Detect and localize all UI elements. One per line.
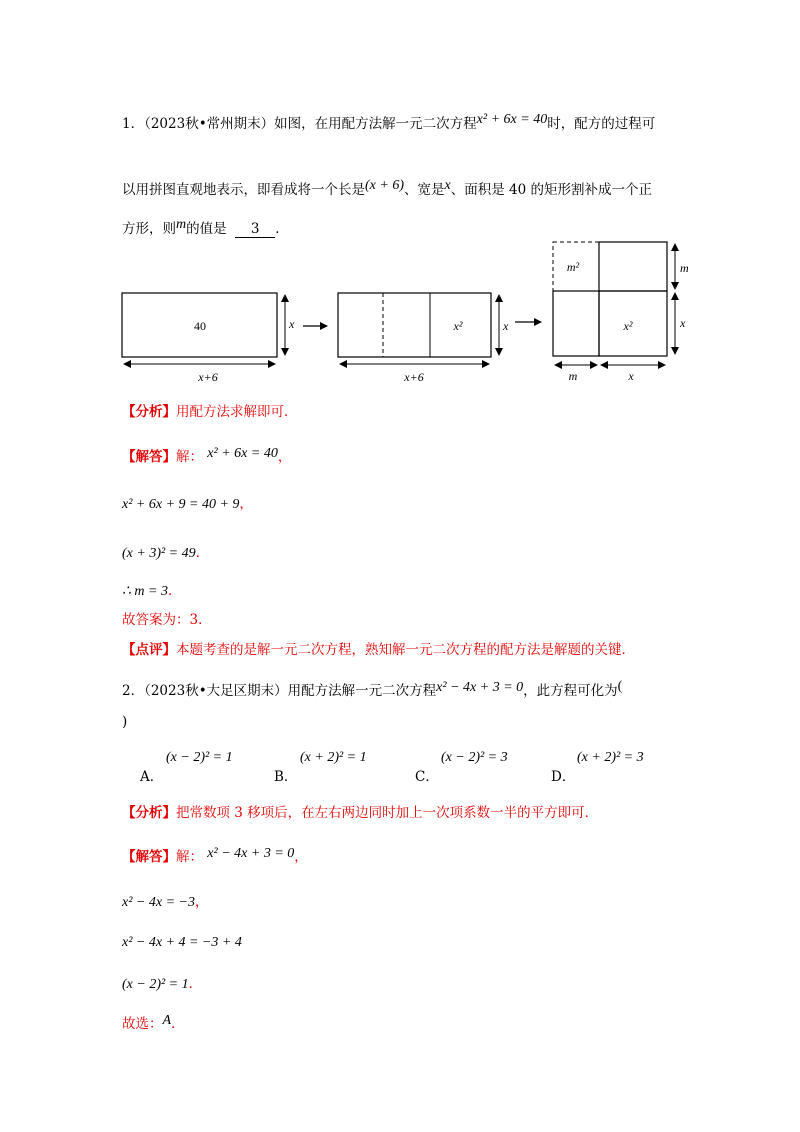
- q2-paren-open: (: [617, 679, 623, 694]
- q1-line2: [122, 178, 652, 199]
- q2-analysis-text: 把常数项 3 移项后，在左右两边同时加上一次项系数一半的平方即可．: [176, 805, 599, 821]
- q1-source: （2023秋•常州期末）: [144, 116, 275, 132]
- q2-analysis: [122, 801, 598, 821]
- fig3-x2-square: [599, 291, 667, 356]
- q1-line2-b: 、宽是: [404, 182, 445, 198]
- q2-option-a-label: A．: [140, 769, 164, 785]
- q1-solution-line: [122, 445, 291, 466]
- q1-step-4-line: [122, 579, 181, 600]
- q1-length-expr: (x + 6): [365, 178, 404, 193]
- q2-step-2-punct: ，: [194, 894, 209, 910]
- q2-solution-line: [122, 845, 308, 866]
- q1-solution-lead: 解：: [176, 449, 203, 465]
- q1-equation: x² + 6x = 40: [476, 112, 548, 127]
- q1-analysis-text: 用配方法求解即可．: [176, 404, 298, 420]
- q1-comment-text: 本题考查的是解一元二次方程，熟知解一元二次方程的配方法是解题的关键．: [176, 642, 635, 658]
- q2-option-c-label: C．: [415, 769, 439, 785]
- q1-line2-a: 以用拼图直观地表示，即看成将一个长是: [122, 182, 365, 198]
- q2-number: 2．: [122, 683, 145, 699]
- q1-number: 1．: [122, 116, 145, 132]
- q2-option-d-label: D．: [551, 769, 576, 785]
- q2-text-a: 用配方法解一元二次方程: [287, 683, 437, 699]
- q1-figure: [100, 230, 720, 390]
- q2-option-c-expr: (x − 2)² = 3: [441, 750, 508, 765]
- q2-final-answer: [122, 1012, 185, 1033]
- q1-step-4: ∴ m = 3: [122, 584, 168, 599]
- q2-final-label: 故选：: [122, 1016, 163, 1032]
- q1-step-2-line: [122, 492, 253, 513]
- q1-comment: [122, 638, 635, 658]
- fig1-width-label: x+6: [198, 370, 218, 384]
- fig1-area-label: 40: [194, 319, 206, 333]
- q1-step-2: x² + 6x + 9 = 40 + 9: [122, 497, 240, 512]
- q1-var-m: m: [176, 217, 187, 232]
- fig3-m-width-label: m: [568, 369, 578, 383]
- q2-paren-close: ): [122, 714, 128, 730]
- fig2-rectangle: [338, 293, 491, 357]
- q1-step-4-punct: ．: [167, 583, 182, 599]
- q1-answer-blank: 3: [235, 221, 275, 238]
- fig2-square-label: x²: [453, 319, 463, 333]
- q1-comment-tag: 【点评】: [122, 642, 176, 658]
- q2-option-b-label: B．: [274, 769, 298, 785]
- q1-step-2-punct: ，: [239, 496, 253, 512]
- q2-source: （2023秋•大足区期末）: [144, 683, 288, 699]
- fig3-x2-label: x²: [623, 319, 633, 333]
- q2-line1: [122, 679, 622, 700]
- q1-step-1-punct: ，: [277, 449, 292, 465]
- q2-step-3-line: [122, 931, 242, 951]
- q2-text-b: ，此方程可化为: [523, 683, 618, 699]
- q2-step-2: x² − 4x = −3: [122, 895, 195, 910]
- q2-solution-tag: 【解答】: [122, 849, 176, 865]
- q1-line1: [122, 112, 655, 133]
- q1-line3-c: ．: [275, 221, 289, 237]
- q1-line3-b: 的值是: [186, 221, 227, 237]
- q1-line3-a: 方形，则: [122, 221, 176, 237]
- q1-analysis: [122, 400, 298, 420]
- fig3-m-height-label: m: [680, 261, 689, 275]
- q2-step-4: (x − 2)² = 1: [122, 977, 189, 992]
- fig3-left-rect: [553, 291, 599, 356]
- q1-text-b: 时，配方的过程可: [547, 116, 656, 132]
- fig3-m2-label: m²: [566, 260, 580, 274]
- q2-final-choice: A: [162, 1013, 172, 1028]
- q2-step-1-punct: ，: [294, 849, 308, 865]
- q2-solution-lead: 解：: [176, 849, 203, 865]
- q1-step-1: x² + 6x = 40: [207, 446, 278, 461]
- q2-option-a-expr: (x − 2)² = 1: [166, 750, 233, 765]
- fig1-height-label: x: [289, 317, 295, 331]
- q1-analysis-tag: 【分析】: [122, 404, 176, 420]
- q1-step-3: (x + 3)² = 49: [122, 546, 196, 561]
- q1-line2-c: 、面积是 40 的矩形割补成一个正: [450, 182, 652, 198]
- q2-step-4-punct: ．: [188, 976, 203, 992]
- q1-text-a: 如图，在用配方法解一元二次方程: [274, 116, 477, 132]
- q2-option-b-expr: (x + 2)² = 1: [300, 750, 367, 765]
- q2-step-3: x² − 4x + 4 = −3 + 4: [122, 935, 242, 950]
- q2-analysis-tag: 【分析】: [122, 805, 176, 821]
- fig2-width-label: x+6: [404, 370, 424, 384]
- q1-final-answer: 故答案为：3．: [122, 612, 212, 628]
- fig3-x-width-label: x: [628, 369, 634, 383]
- fig2-height-label: x: [503, 319, 509, 333]
- q2-equation: x² − 4x + 3 = 0: [436, 680, 524, 695]
- fig3-top-right-rect: [599, 242, 667, 291]
- q1-solution-tag: 【解答】: [122, 449, 176, 465]
- q2-final-punct: ．: [171, 1016, 185, 1032]
- q2-step-4-line: [122, 972, 202, 993]
- fig3-x-height-label: x: [680, 316, 686, 330]
- q2-option-d-expr: (x + 2)² = 3: [577, 750, 644, 765]
- q2-step-2-line: [122, 890, 208, 911]
- q1-step-3-punct: ．: [195, 545, 210, 561]
- q1-var-x: x: [444, 178, 451, 193]
- q1-step-3-line: [122, 541, 209, 562]
- q2-step-1: x² − 4x + 3 = 0: [207, 846, 295, 861]
